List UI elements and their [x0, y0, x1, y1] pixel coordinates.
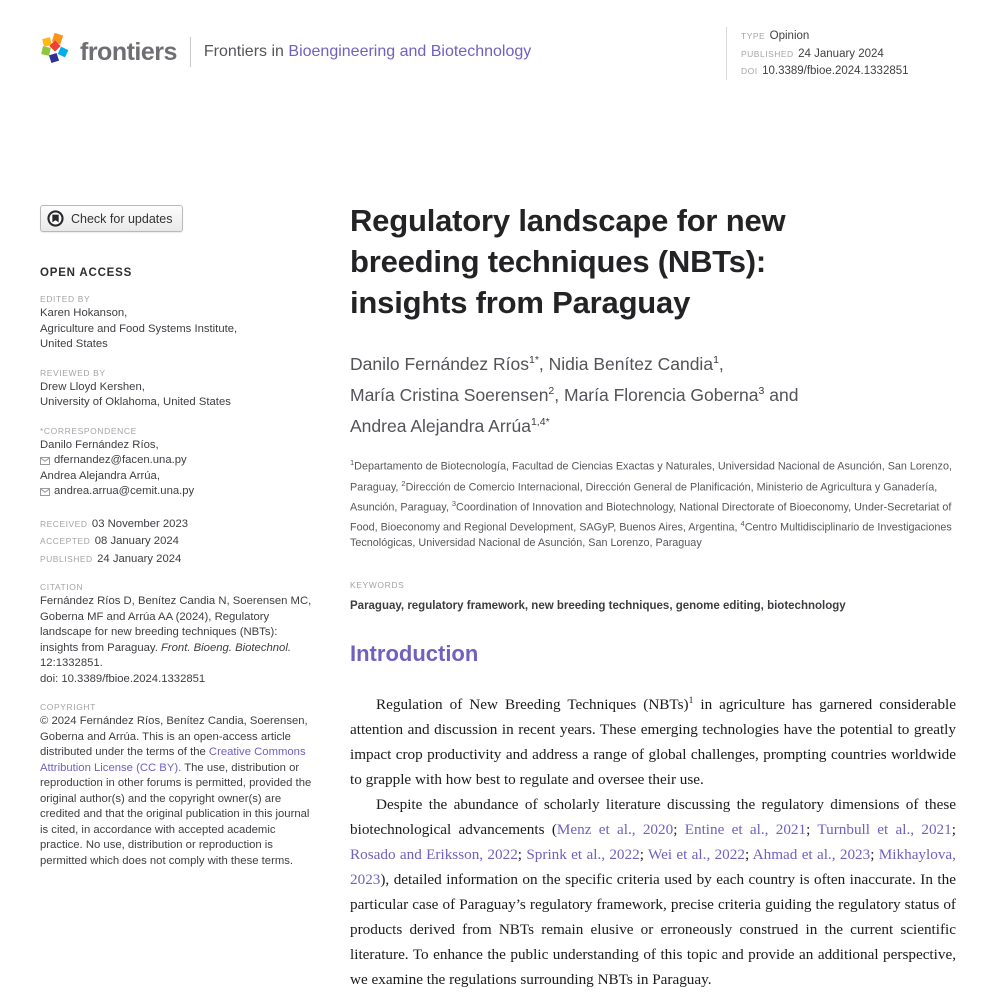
citation-section	[40, 582, 312, 687]
inline-link[interactable]: Wei et al., 2022	[648, 846, 745, 864]
meta-value: 24 January 2024	[798, 47, 884, 60]
date-label: RECEIVED	[40, 518, 88, 529]
edited-by-section	[40, 294, 312, 353]
meta-row	[741, 45, 966, 63]
copyright-section	[40, 702, 312, 869]
meta-row	[741, 62, 966, 80]
correspondent-name: Andrea Alejandra Arrúa,	[40, 469, 160, 482]
meta-value: Opinion	[769, 30, 810, 42]
meta-label: PUBLISHED	[741, 48, 794, 59]
email-link[interactable]: andrea.arrua@cemit.una.py	[54, 485, 195, 497]
citation-text: Fernández Ríos D, Benítez Candia N, Soerensen MC, Goberna MF and Arrúa AA (2024), Regulatory landscape for new breeding techniques (NBTs): insights from Paraguay. Front. Bioeng. Biotechnol. 12:1332851. doi: 10.3389/fbioe.2024.1332851	[40, 595, 312, 685]
article-main	[350, 200, 956, 992]
keywords-text: Paraguay, regulatory framework, new breeding techniques, genome editing, biotechnology	[350, 599, 846, 612]
date-row	[40, 532, 312, 550]
article-title	[350, 200, 956, 323]
inline-link[interactable]: Ahmad et al., 2023	[752, 846, 871, 864]
affiliations: $^1$Departamento de Biotecnología, Facultad de Ciencias Exactas y Naturales, Universidad Nacional de Asunción, San Lorenzo, Paraguay, $^2$Dirección de Comercio Internacional, Dirección General de Planificación, Ministerio de Agricultura y Ganadería, Asunción, Paraguay, $^3$Coordination of Innovation and Biotechnology, National Directorate of Bioeconomy, Under-Secretariat of Food, Bioeconomy and Regional Development, SAGyP, Buenos Aires, Argentina, $^4$Centro Multidisciplinario de Investigaciones Tecnológicas, Universidad Nacional de Asunción, San Lorenzo, Paraguay	[350, 458, 952, 550]
text-line: Drew Lloyd Kershen,	[40, 380, 145, 393]
brand-wordmark: frontiers	[80, 37, 177, 66]
header-brand	[40, 33, 531, 71]
journal-title-link[interactable]: Bioengineering and Biotechnology	[288, 43, 532, 60]
paragraph-2: Despite the abundance of scholarly literature discussing the regulatory dimensions of these biotechnological advancements (Menz et al., 2020; Entine et al., 2021; Turnbull et al., 2021; Rosado and Eriksson, 2022; Sprink et al., 2022; Wei et al., 2022; Ahmad et al., 2023; Mikhaylova, 2023), detailed information on the specific criteria used by each country is often inaccurate. In the particular case of Paraguay’s regulatory framework, precise criteria guiding the regulatory status of products derived from NBTs remain elusive or erroneously construed in the current scientific literature. To enhance the public understanding of this topic and provide an additional perspective, we examine the regulations surrounding NBTs in Paraguay.	[350, 796, 956, 989]
crossmark-icon	[47, 210, 64, 227]
sidebar	[40, 205, 312, 869]
text-line: United States	[40, 338, 108, 350]
text-line: University of Oklahoma, United States	[40, 396, 231, 408]
date-value: 08 January 2024	[94, 535, 179, 547]
correspondence-email	[40, 453, 312, 469]
inline-link[interactable]: Menz et al., 2020	[556, 821, 674, 839]
correspondence-section	[40, 426, 312, 500]
meta-row	[741, 27, 966, 45]
journal-prefix: Frontiers in	[203, 43, 284, 60]
envelope-icon	[40, 488, 50, 496]
date-label: PUBLISHED	[40, 553, 93, 564]
reviewed-by-section	[40, 368, 312, 411]
reviewed-by-label: REVIEWED BY	[40, 367, 106, 378]
date-row	[40, 515, 312, 533]
journal-name	[204, 43, 531, 61]
inline-link[interactable]: Turnbull et al., 2021	[817, 821, 952, 839]
reviewed-by-lines	[40, 380, 312, 411]
correspondence-email	[40, 484, 312, 500]
correspondence-label: *CORRESPONDENCE	[40, 425, 137, 436]
inline-link[interactable]: Sprink et al., 2022	[526, 846, 640, 864]
paragraph-1: Regulation of New Breeding Techniques (NBTs)$^1$ in agriculture has garnered considerable attention and discussion in recent years. These emerging technologies have the potential to greatly impact crop productivity and address a range of global challenges, prompting countries worldwide to grapple with how best to regulate and oversee their use.	[350, 696, 957, 789]
keywords-label: KEYWORDS	[350, 579, 405, 590]
date-label: ACCEPTED	[40, 536, 91, 546]
author-list: Danilo Fernández Ríos$^{1*}$, Nidia Benítez Candia$^1$, María Cristina Soerensen$^2$, María Florencia Goberna$^3$ and Andrea Alejandra Arrúa$^{1,4*}$	[350, 353, 799, 436]
meta-value: 10.3389/fbioe.2024.1332851	[762, 65, 909, 77]
meta-label: TYPE	[741, 31, 766, 41]
inline-link[interactable]: Rosado and Eriksson, 2022	[350, 846, 518, 864]
inline-link[interactable]: Entine et al., 2021	[684, 821, 807, 839]
envelope-icon	[40, 457, 50, 465]
correspondence-contacts	[40, 438, 312, 500]
inline-link[interactable]: Creative Commons Attribution License (CC BY).	[40, 746, 306, 774]
copyright-text: © 2024 Fernández Ríos, Benítez Candia, Soerensen, Goberna and Arrúa. This is an open-access article distributed under the terms of the Creative Commons Attribution License (CC BY). The use, distribution or reproduction in other forums is permitted, provided the original author(s) and the copyright owner(s) are credited and that the original publication in this journal is cited, in accordance with accepted academic practice. No use, distribution or reproduction is permitted which does not comply with these terms.	[40, 715, 312, 867]
date-row	[40, 550, 312, 568]
dates-section	[40, 515, 312, 568]
header-meta	[726, 27, 966, 80]
introduction-heading: Introduction	[350, 641, 479, 667]
inline-link[interactable]: Mikhaylova, 2023	[350, 846, 956, 889]
header-divider	[190, 37, 191, 67]
introduction-body	[350, 689, 956, 992]
frontiers-logo-icon	[40, 33, 71, 71]
edited-by-label: EDITED BY	[40, 294, 91, 304]
open-access-label: OPEN ACCESS	[40, 267, 133, 279]
copyright-label: COPYRIGHT	[40, 702, 96, 712]
check-for-updates-button[interactable]	[40, 205, 183, 232]
edited-by-lines	[40, 306, 312, 353]
check-for-updates-label: Check for updates	[71, 211, 173, 226]
text-line: Karen Hokanson,	[40, 307, 128, 319]
date-value: 24 January 2024	[97, 552, 182, 565]
date-value: 03 November 2023	[91, 517, 189, 530]
text-line: Agriculture and Food Systems Institute,	[40, 322, 238, 335]
email-link[interactable]: dfernandez@facen.una.py	[54, 454, 187, 466]
meta-label: DOI	[741, 66, 758, 76]
text-line: breeding techniques (NBTs):	[350, 244, 766, 279]
text-line: Regulatory landscape for new	[350, 203, 786, 238]
text-line: insights from Paraguay	[350, 285, 691, 320]
citation-label: CITATION	[40, 582, 84, 592]
correspondent-name: Danilo Fernández Ríos,	[40, 438, 159, 451]
